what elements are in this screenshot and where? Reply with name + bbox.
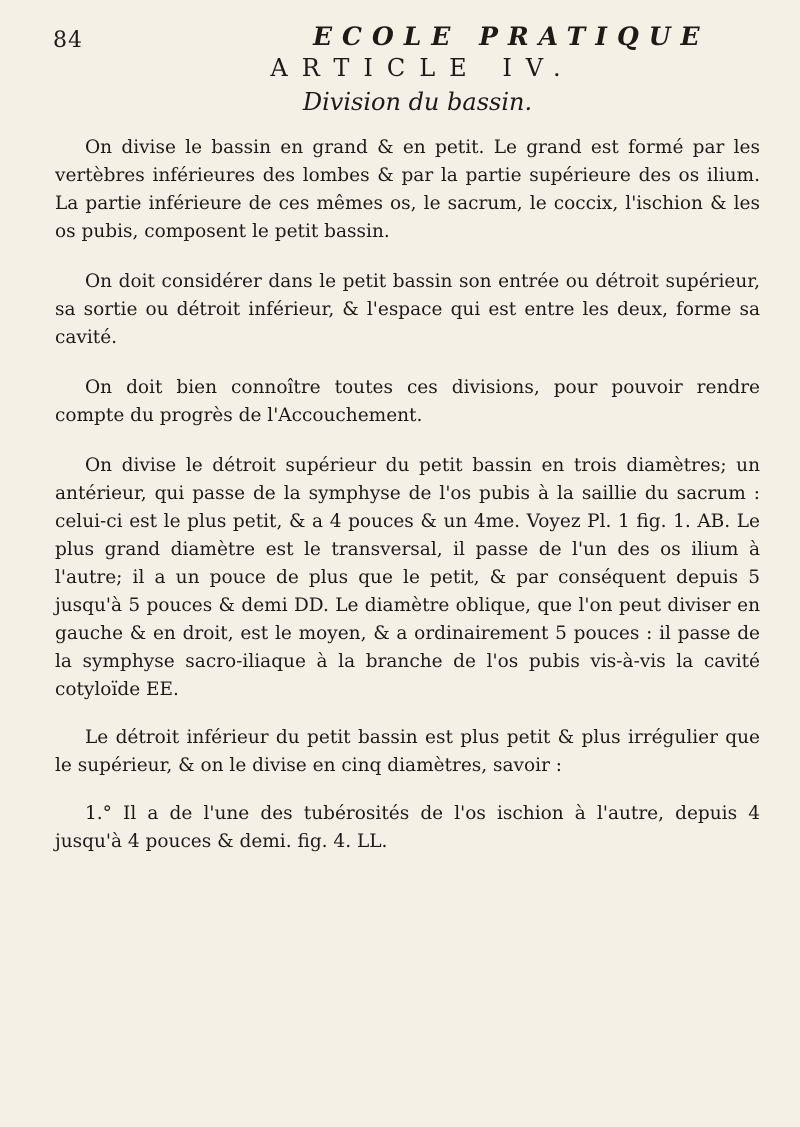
page-number: 84: [53, 28, 83, 53]
paragraph-premier-diametre: 1.° Il a de l'une des tubérosités de l'os ischion à l'autre, depuis 4 jusqu'à 4 pouces & demi. fig. 4. LL.: [55, 803, 760, 852]
paragraph-divisions: On divise le bassin en grand & en petit. Le grand est formé par les vertèbres inférieures des lombes & par la partie supérieure des os ilium. La partie inférieure de ces mêmes os, le sacrum, le coccix, l'ischion & les os pubis, composent le petit bassin.: [55, 137, 760, 242]
running-head: [55, 10, 760, 54]
paragraph-detroits: On doit considérer dans le petit bassin son entrée ou détroit supérieur, sa sortie ou détroit inférieur, & l'espace qui est entre les deux, forme sa cavité.: [55, 271, 760, 348]
article-heading: ARTICLE IV.: [270, 54, 575, 82]
paragraph-detroit-inferieur: Le détroit inférieur du petit bassin est plus petit & plus irrégulier que le supérieur, & on le divise en cinq diamètres, savoir :: [55, 727, 760, 776]
paragraph-connoitre: On doit bien connoître toutes ces divisions, pour pouvoir rendre compte du progrès de l'Accouchement.: [55, 377, 760, 426]
section-title: Division du bassin.: [302, 88, 533, 116]
book-title: ECOLE PRATIQUE: [313, 22, 710, 51]
paragraph-detroit-superieur: On divise le détroit supérieur du petit bassin en trois diamètres; un antérieur, qui passe de la symphyse de l'os pubis à la saillie du sacrum : celui-ci est le plus petit, & a 4 pouces & un 4me. Voyez Pl. 1 fig. 1. AB. Le plus grand diamètre est le transversal, il passe de l'un des os ilium à l'autre; il a un pouce de plus que le petit, & par conséquent depuis 5 jusqu'à 5 pouces & demi DD. Le diamètre oblique, que l'on peut diviser en gauche & en droit, est le moyen, & a ordinairement 5 pouces : il passe de la symphyse sacro-iliaque à la branche de l'os pubis vis-à-vis la cavité cotyloïde EE.: [55, 455, 760, 700]
